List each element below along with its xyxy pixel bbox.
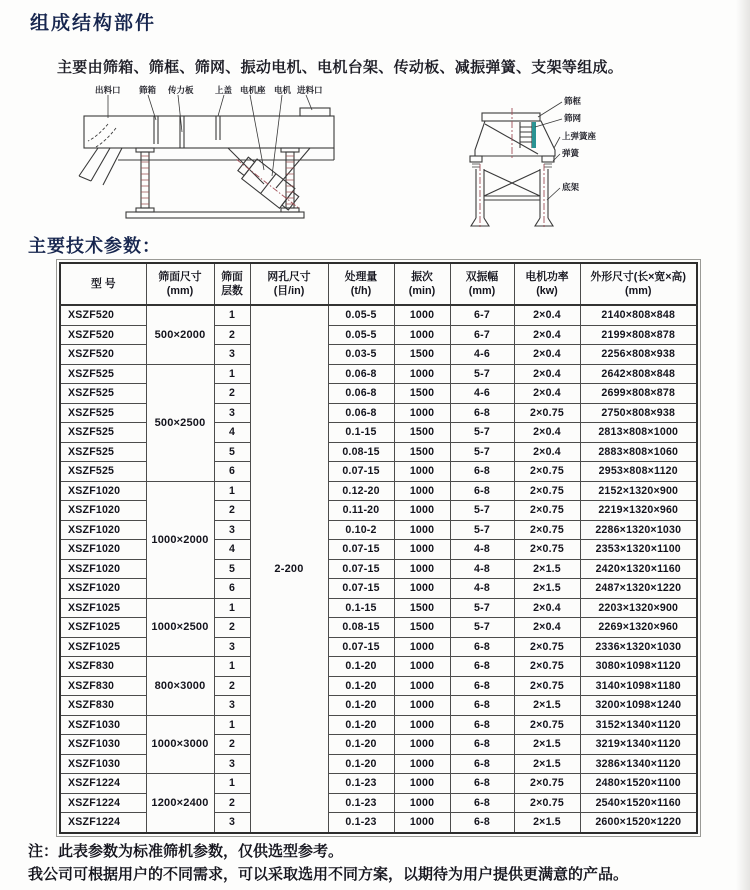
cell-screen-size: 1000×3000 [146, 715, 214, 774]
cell-model: XSZF830 [60, 676, 146, 696]
footnotes [28, 840, 738, 887]
cell-dimensions: 3286×1340×1120 [580, 754, 697, 774]
cell-frequency: 1000 [394, 520, 450, 540]
cell-capacity: 0.10-2 [328, 520, 394, 540]
cell-frequency: 1000 [394, 501, 450, 521]
cell-capacity: 0.1-20 [328, 676, 394, 696]
cell-amplitude: 6-8 [450, 813, 514, 833]
cell-layers: 3 [214, 754, 250, 774]
cell-layers: 1 [214, 481, 250, 501]
cell-capacity: 0.06-8 [328, 403, 394, 423]
cell-capacity: 0.05-5 [328, 325, 394, 345]
cell-dimensions: 2699×808×878 [580, 384, 697, 404]
cell-capacity: 0.11-20 [328, 501, 394, 521]
table-row [60, 481, 697, 501]
cell-capacity: 0.1-15 [328, 423, 394, 443]
cell-dimensions: 2750×808×938 [580, 403, 697, 423]
cell-frequency: 1000 [394, 462, 450, 482]
cell-dimensions: 2813×808×1000 [580, 423, 697, 443]
cell-dimensions: 2203×1320×900 [580, 598, 697, 618]
label-screen-box: 筛箱 [139, 85, 157, 95]
cell-layers: 3 [214, 520, 250, 540]
cell-capacity: 0.1-23 [328, 774, 394, 794]
column-header-5: 振次 (min) [394, 263, 450, 305]
cell-dimensions: 2540×1520×1160 [580, 793, 697, 813]
cell-power: 2×0.4 [514, 423, 580, 443]
cell-amplitude: 4-6 [450, 384, 514, 404]
cell-layers: 1 [214, 598, 250, 618]
label-top-cover: 上盖 [215, 85, 233, 95]
cell-layers: 6 [214, 579, 250, 599]
label-screen-frame: 筛框 [564, 96, 582, 106]
label-feed-port: 进料口 [297, 85, 323, 95]
cell-screen-size: 1200×2400 [146, 774, 214, 833]
cell-layers: 3 [214, 813, 250, 833]
end-view-diagram [468, 86, 668, 232]
header-row [60, 263, 697, 305]
cell-power: 2×1.5 [514, 754, 580, 774]
cell-amplitude: 6-7 [450, 325, 514, 345]
cell-layers: 3 [214, 403, 250, 423]
cell-dimensions: 2199×808×878 [580, 325, 697, 345]
table-row [60, 305, 697, 325]
cell-capacity: 0.1-20 [328, 754, 394, 774]
cell-layers: 2 [214, 618, 250, 638]
structure-diagrams [0, 82, 750, 234]
cell-dimensions: 2256×808×938 [580, 345, 697, 365]
cell-power: 2×0.75 [514, 637, 580, 657]
cell-capacity: 0.07-15 [328, 637, 394, 657]
cell-frequency: 1000 [394, 403, 450, 423]
cell-amplitude: 5-7 [450, 520, 514, 540]
cell-dimensions: 3200×1098×1240 [580, 696, 697, 716]
cell-model: XSZF520 [60, 325, 146, 345]
cell-layers: 4 [214, 423, 250, 443]
cell-model: XSZF1020 [60, 501, 146, 521]
spec-table-body [60, 305, 697, 833]
column-header-7: 电机功率 (kw) [514, 263, 580, 305]
intro-text: 主要由筛箱、筛框、筛网、振动电机、电机台架、传动板、减振弹簧、支架等组成。 [57, 59, 624, 76]
cell-layers: 1 [214, 364, 250, 384]
cell-frequency: 1500 [394, 598, 450, 618]
cell-capacity: 0.05-5 [328, 305, 394, 325]
cell-capacity: 0.06-8 [328, 364, 394, 384]
label-base-frame: 底架 [562, 182, 580, 192]
cell-model: XSZF1224 [60, 793, 146, 813]
cell-power: 2×0.4 [514, 384, 580, 404]
cell-layers: 6 [214, 462, 250, 482]
cell-amplitude: 6-8 [450, 754, 514, 774]
cell-power: 2×0.4 [514, 345, 580, 365]
cell-dimensions: 2600×1520×1220 [580, 813, 697, 833]
spec-table-head [60, 263, 697, 305]
cell-capacity: 0.08-15 [328, 618, 394, 638]
cell-model: XSZF1020 [60, 579, 146, 599]
cell-layers: 2 [214, 735, 250, 755]
cell-frequency: 1000 [394, 715, 450, 735]
cell-model: XSZF525 [60, 462, 146, 482]
cell-power: 2×0.75 [514, 774, 580, 794]
label-discharge-port: 出料口 [95, 85, 121, 95]
cell-model: XSZF525 [60, 364, 146, 384]
label-force-plate: 传力板 [168, 85, 194, 95]
label-spring: 弹簧 [562, 148, 580, 158]
cell-layers: 3 [214, 696, 250, 716]
cell-model: XSZF1224 [60, 813, 146, 833]
cell-frequency: 1000 [394, 481, 450, 501]
cell-layers: 2 [214, 676, 250, 696]
cell-frequency: 1000 [394, 813, 450, 833]
cell-power: 2×0.75 [514, 657, 580, 677]
cell-power: 2×1.5 [514, 696, 580, 716]
cell-model: XSZF525 [60, 442, 146, 462]
cell-frequency: 1000 [394, 735, 450, 755]
cell-capacity: 0.1-23 [328, 793, 394, 813]
cell-dimensions: 2269×1320×960 [580, 618, 697, 638]
cell-dimensions: 2642×808×848 [580, 364, 697, 384]
cell-capacity: 0.07-15 [328, 559, 394, 579]
cell-frequency: 1000 [394, 657, 450, 677]
cell-layers: 1 [214, 715, 250, 735]
column-header-0: 型 号 [60, 263, 146, 305]
cell-frequency: 1000 [394, 559, 450, 579]
cell-capacity: 0.1-20 [328, 657, 394, 677]
cell-screen-size: 500×2500 [146, 364, 214, 481]
cell-power: 2×0.4 [514, 364, 580, 384]
cell-amplitude: 6-8 [450, 676, 514, 696]
table-row [60, 774, 697, 794]
cell-model: XSZF1025 [60, 598, 146, 618]
cell-power: 2×0.75 [514, 540, 580, 560]
cell-amplitude: 6-8 [450, 403, 514, 423]
cell-frequency: 1000 [394, 540, 450, 560]
cell-amplitude: 5-7 [450, 618, 514, 638]
cell-power: 2×0.4 [514, 305, 580, 325]
cell-frequency: 1000 [394, 774, 450, 794]
cell-frequency: 1000 [394, 579, 450, 599]
cell-amplitude: 6-8 [450, 715, 514, 735]
cell-amplitude: 6-8 [450, 793, 514, 813]
cell-model: XSZF1030 [60, 735, 146, 755]
cell-frequency: 1500 [394, 423, 450, 443]
cell-model: XSZF1025 [60, 637, 146, 657]
cell-amplitude: 4-8 [450, 540, 514, 560]
cell-power: 2×0.4 [514, 598, 580, 618]
cell-amplitude: 6-8 [450, 657, 514, 677]
table-row [60, 657, 697, 677]
cell-frequency: 1000 [394, 637, 450, 657]
cell-screen-size: 1000×2500 [146, 598, 214, 657]
cell-amplitude: 6-8 [450, 696, 514, 716]
cell-model: XSZF1020 [60, 540, 146, 560]
cell-power: 2×0.75 [514, 520, 580, 540]
cell-amplitude: 6-8 [450, 462, 514, 482]
section-title: 主要技术参数： [28, 236, 161, 256]
cell-dimensions: 2953×808×1120 [580, 462, 697, 482]
cell-frequency: 1000 [394, 754, 450, 774]
cell-power: 2×1.5 [514, 813, 580, 833]
cell-capacity: 0.1-15 [328, 598, 394, 618]
cell-model: XSZF1020 [60, 520, 146, 540]
side-view-diagram [78, 84, 354, 234]
cell-amplitude: 4-8 [450, 579, 514, 599]
cell-model: XSZF520 [60, 345, 146, 365]
cell-power: 2×1.5 [514, 559, 580, 579]
cell-frequency: 1000 [394, 325, 450, 345]
cell-layers: 1 [214, 774, 250, 794]
cell-model: XSZF520 [60, 305, 146, 325]
footnote-2: 我公司可根据用户的不同需求，可以采取选用不同方案，以期待为用户提供更满意的产品。 [28, 866, 629, 884]
cell-capacity: 0.03-5 [328, 345, 394, 365]
column-header-2: 筛面 层数 [214, 263, 250, 305]
cell-frequency: 1000 [394, 305, 450, 325]
cell-power: 2×0.4 [514, 618, 580, 638]
table-row [60, 715, 697, 735]
cell-power: 2×0.4 [514, 325, 580, 345]
cell-power: 2×0.75 [514, 501, 580, 521]
spec-table [59, 262, 698, 834]
cell-frequency: 1500 [394, 384, 450, 404]
cell-dimensions: 3219×1340×1120 [580, 735, 697, 755]
table-row [60, 364, 697, 384]
cell-dimensions: 2883×808×1060 [580, 442, 697, 462]
cell-mesh-size: 2-200 [250, 305, 328, 833]
cell-dimensions: 3080×1098×1120 [580, 657, 697, 677]
column-header-1: 筛面尺寸 (mm) [146, 263, 214, 305]
cell-frequency: 1500 [394, 618, 450, 638]
cell-amplitude: 6-8 [450, 735, 514, 755]
cell-capacity: 0.08-15 [328, 442, 394, 462]
cell-model: XSZF830 [60, 657, 146, 677]
cell-amplitude: 6-8 [450, 774, 514, 794]
cell-layers: 2 [214, 325, 250, 345]
cell-dimensions: 3140×1098×1180 [580, 676, 697, 696]
column-header-3: 网孔尺寸 (目/in) [250, 263, 328, 305]
cell-frequency: 1500 [394, 442, 450, 462]
cell-layers: 2 [214, 384, 250, 404]
footnote-1: 注：此表参数为标准筛机参数，仅供选型参考。 [28, 843, 344, 860]
cell-layers: 4 [214, 540, 250, 560]
cell-frequency: 1000 [394, 364, 450, 384]
cell-screen-size: 1000×2000 [146, 481, 214, 598]
cell-dimensions: 2480×1520×1100 [580, 774, 697, 794]
cell-model: XSZF1020 [60, 481, 146, 501]
cell-dimensions: 2152×1320×900 [580, 481, 697, 501]
cell-amplitude: 6-7 [450, 305, 514, 325]
label-motor-base: 电机座 [240, 85, 266, 95]
cell-power: 2×0.75 [514, 462, 580, 482]
label-upper-spring-seat: 上弹簧座 [562, 131, 597, 141]
cell-dimensions: 2336×1320×1030 [580, 637, 697, 657]
cell-model: XSZF1030 [60, 754, 146, 774]
cell-layers: 1 [214, 305, 250, 325]
cell-frequency: 1500 [394, 345, 450, 365]
cell-layers: 5 [214, 559, 250, 579]
cell-dimensions: 2487×1320×1220 [580, 579, 697, 599]
cell-capacity: 0.12-20 [328, 481, 394, 501]
cell-dimensions: 2140×808×848 [580, 305, 697, 325]
cell-frequency: 1000 [394, 696, 450, 716]
cell-model: XSZF525 [60, 423, 146, 443]
cell-power: 2×0.4 [514, 442, 580, 462]
cell-capacity: 0.1-20 [328, 735, 394, 755]
cell-screen-size: 800×3000 [146, 657, 214, 716]
cell-dimensions: 2420×1320×1160 [580, 559, 697, 579]
cell-capacity: 0.07-15 [328, 579, 394, 599]
cell-amplitude: 5-7 [450, 364, 514, 384]
cell-amplitude: 4-6 [450, 345, 514, 365]
cell-model: XSZF1020 [60, 559, 146, 579]
table-row [60, 598, 697, 618]
cell-power: 2×0.75 [514, 715, 580, 735]
cell-amplitude: 5-7 [450, 598, 514, 618]
cell-power: 2×0.75 [514, 481, 580, 501]
cell-amplitude: 6-8 [450, 637, 514, 657]
cell-screen-size: 500×2000 [146, 305, 214, 364]
cell-layers: 2 [214, 793, 250, 813]
cell-capacity: 0.06-8 [328, 384, 394, 404]
cell-capacity: 0.1-20 [328, 715, 394, 735]
cell-capacity: 0.1-20 [328, 696, 394, 716]
cell-layers: 3 [214, 637, 250, 657]
cell-amplitude: 4-8 [450, 559, 514, 579]
page-title: 组成结构部件 [30, 13, 157, 34]
cell-dimensions: 2219×1320×960 [580, 501, 697, 521]
cell-capacity: 0.07-15 [328, 540, 394, 560]
column-header-4: 处理量 (t/h) [328, 263, 394, 305]
cell-model: XSZF525 [60, 384, 146, 404]
cell-dimensions: 2353×1320×1100 [580, 540, 697, 560]
column-header-8: 外形尺寸(长×宽×高) (mm) [580, 263, 697, 305]
cell-amplitude: 5-7 [450, 442, 514, 462]
cell-power: 2×0.75 [514, 676, 580, 696]
label-motor: 电机 [274, 85, 292, 95]
cell-power: 2×1.5 [514, 579, 580, 599]
cell-layers: 1 [214, 657, 250, 677]
cell-power: 2×0.75 [514, 403, 580, 423]
cell-amplitude: 5-7 [450, 501, 514, 521]
cell-power: 2×1.5 [514, 735, 580, 755]
cell-power: 2×0.75 [514, 793, 580, 813]
cell-frequency: 1000 [394, 793, 450, 813]
cell-model: XSZF1025 [60, 618, 146, 638]
cell-layers: 5 [214, 442, 250, 462]
label-screen-mesh: 筛网 [564, 113, 582, 123]
cell-model: XSZF525 [60, 403, 146, 423]
cell-layers: 3 [214, 345, 250, 365]
cell-dimensions: 3152×1340×1120 [580, 715, 697, 735]
cell-dimensions: 2286×1320×1030 [580, 520, 697, 540]
cell-model: XSZF1030 [60, 715, 146, 735]
column-header-6: 双振幅 (mm) [450, 263, 514, 305]
cell-layers: 2 [214, 501, 250, 521]
cell-model: XSZF1224 [60, 774, 146, 794]
cell-amplitude: 6-8 [450, 481, 514, 501]
cell-frequency: 1000 [394, 676, 450, 696]
cell-capacity: 0.1-23 [328, 813, 394, 833]
cell-model: XSZF830 [60, 696, 146, 716]
cell-capacity: 0.07-15 [328, 462, 394, 482]
cell-amplitude: 5-7 [450, 423, 514, 443]
